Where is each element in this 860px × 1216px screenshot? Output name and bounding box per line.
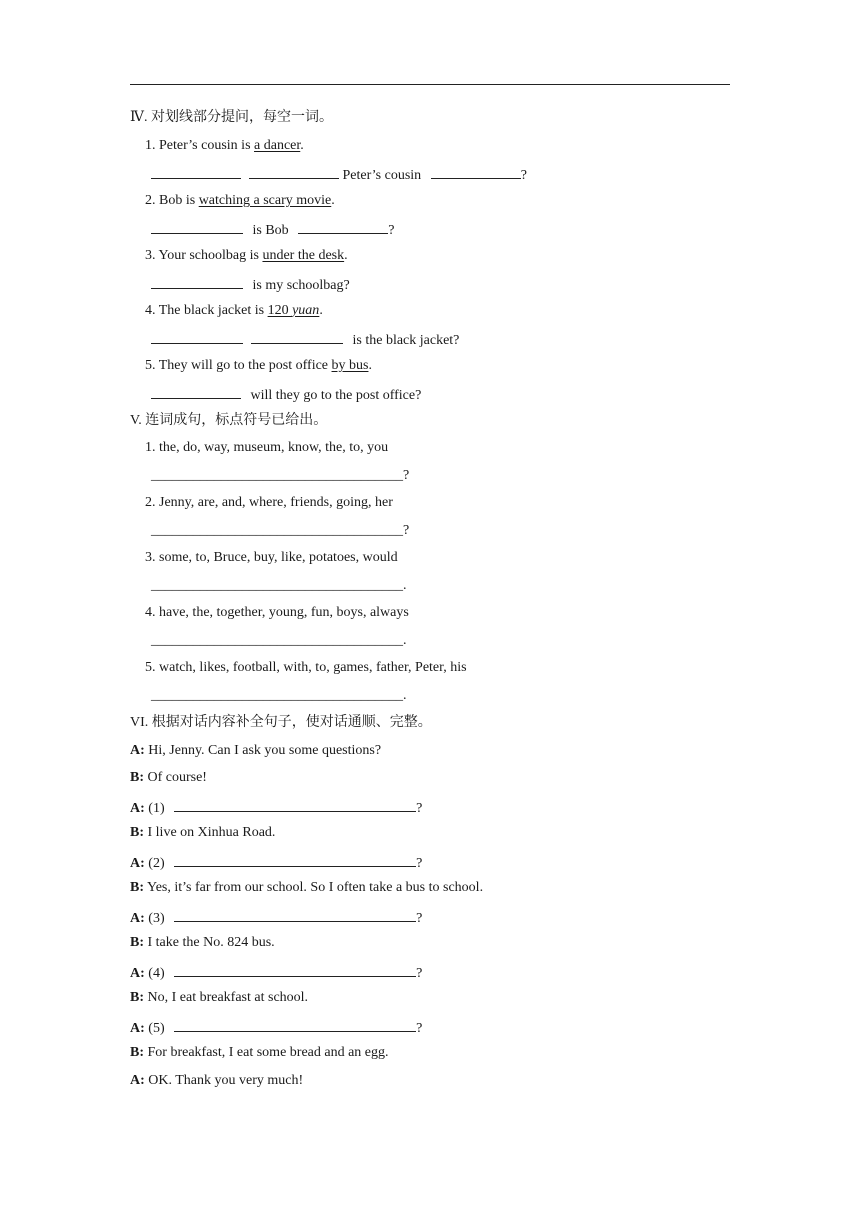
section5-heading: V. 连词成句，标点符号已给出。 bbox=[130, 413, 328, 428]
q5-2-answer-line[interactable]: ____________________________________? bbox=[151, 523, 410, 538]
answer-blank[interactable] bbox=[298, 219, 388, 234]
dialogue-line: A: (4) ? bbox=[130, 962, 422, 980]
underlined-phrase: a dancer bbox=[254, 138, 301, 153]
dialogue-line: A: OK. Thank you very much! bbox=[130, 1073, 304, 1088]
answer-blank[interactable] bbox=[249, 164, 339, 179]
answer-blank[interactable] bbox=[431, 164, 521, 179]
q5-2-words: 2. Jenny, are, and, where, friends, going, her bbox=[145, 495, 393, 510]
speaker-label: B: bbox=[130, 1045, 144, 1060]
q5-4-words: 4. have, the, together, young, fun, boys, always bbox=[145, 605, 409, 620]
q4-1-answer: Peter’s cousin ? bbox=[151, 164, 527, 182]
answer-blank[interactable] bbox=[151, 164, 241, 179]
q4-2-prompt: 2. Bob is watching a scary movie. bbox=[145, 193, 335, 208]
answer-blank[interactable] bbox=[151, 274, 243, 289]
q5-1-words: 1. the, do, way, museum, know, the, to, you bbox=[145, 440, 389, 455]
q4-1-prompt: 1. Peter’s cousin is a dancer. bbox=[145, 138, 304, 153]
dialogue-line: B: No, I eat breakfast at school. bbox=[130, 990, 309, 1005]
underlined-phrase: by bus bbox=[331, 358, 369, 373]
q4-2-answer: is Bob ? bbox=[151, 219, 394, 237]
q4-4-prompt: 4. The black jacket is 120 yuan. bbox=[145, 303, 323, 318]
dialogue-line: B: Yes, it’s far from our school. So I often take a bus to school. bbox=[130, 880, 484, 895]
section6-heading: VI. 根据对话内容补全句子，使对话通顺、完整。 bbox=[130, 715, 432, 730]
speaker-label: B: bbox=[130, 880, 144, 895]
header-rule bbox=[130, 84, 730, 85]
dialogue-line: B: I live on Xinhua Road. bbox=[130, 825, 276, 840]
speaker-label: A: bbox=[130, 1021, 145, 1036]
q4-4-answer: is the black jacket? bbox=[151, 329, 459, 347]
answer-blank[interactable] bbox=[151, 219, 243, 234]
q5-3-words: 3. some, to, Bruce, buy, like, potatoes, would bbox=[145, 550, 398, 565]
speaker-label: B: bbox=[130, 825, 144, 840]
q4-5-answer: will they go to the post office? bbox=[151, 384, 421, 402]
q4-3-answer: is my schoolbag? bbox=[151, 274, 350, 292]
answer-blank[interactable] bbox=[174, 907, 416, 922]
speaker-label: B: bbox=[130, 935, 144, 950]
dialogue-line: A: (5) ? bbox=[130, 1017, 422, 1035]
section4-heading: Ⅳ. 对划线部分提问，每空一词。 bbox=[130, 110, 333, 125]
speaker-label: B: bbox=[130, 990, 144, 1005]
answer-blank[interactable] bbox=[174, 962, 416, 977]
q5-5-answer-line[interactable]: ____________________________________. bbox=[151, 688, 407, 703]
q5-3-answer-line[interactable]: ____________________________________. bbox=[151, 578, 407, 593]
q5-1-answer-line[interactable]: ____________________________________? bbox=[151, 468, 410, 483]
speaker-label: B: bbox=[130, 770, 144, 785]
q5-5-words: 5. watch, likes, football, with, to, games, father, Peter, his bbox=[145, 660, 467, 675]
dialogue-line: A: Hi, Jenny. Can I ask you some questions? bbox=[130, 743, 382, 758]
answer-blank[interactable] bbox=[174, 1017, 416, 1032]
dialogue-line: A: (2) ? bbox=[130, 852, 422, 870]
dialogue-line: A: (3) ? bbox=[130, 907, 422, 925]
answer-blank[interactable] bbox=[151, 329, 243, 344]
underlined-phrase: 120 bbox=[267, 303, 293, 318]
dialogue-line: B: For breakfast, I eat some bread and an egg. bbox=[130, 1045, 389, 1060]
underlined-phrase: watching a scary movie bbox=[198, 193, 332, 208]
speaker-label: A: bbox=[130, 911, 145, 926]
dialogue-line: B: I take the No. 824 bus. bbox=[130, 935, 275, 950]
speaker-label: A: bbox=[130, 801, 145, 816]
answer-blank[interactable] bbox=[151, 384, 241, 399]
answer-blank[interactable] bbox=[174, 797, 416, 812]
answer-blank[interactable] bbox=[174, 852, 416, 867]
answer-blank[interactable] bbox=[251, 329, 343, 344]
q5-4-answer-line[interactable]: ____________________________________. bbox=[151, 633, 407, 648]
speaker-label: A: bbox=[130, 1073, 145, 1088]
speaker-label: A: bbox=[130, 856, 145, 871]
speaker-label: A: bbox=[130, 966, 145, 981]
underlined-phrase: under the desk bbox=[262, 248, 345, 263]
q4-3-prompt: 3. Your schoolbag is under the desk. bbox=[145, 248, 348, 263]
q4-5-prompt: 5. They will go to the post office by bus. bbox=[145, 358, 372, 373]
speaker-label: A: bbox=[130, 743, 145, 758]
dialogue-line: B: Of course! bbox=[130, 770, 207, 785]
dialogue-line: A: (1) ? bbox=[130, 797, 422, 815]
underlined-phrase-italic: yuan bbox=[292, 303, 320, 318]
